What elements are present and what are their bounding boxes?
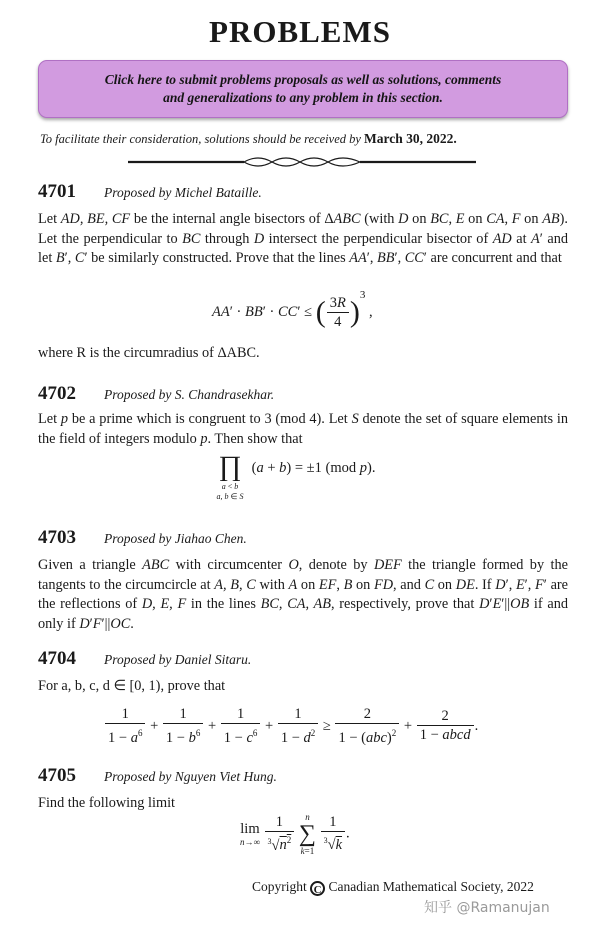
page-title: PROBLEMS	[209, 14, 391, 49]
deadline-note	[40, 131, 457, 147]
submission-banner-link[interactable]	[38, 60, 568, 118]
problem-statement-4703: Given a triangle ABC with circumcenter O, denote by DEF the triangle formed by the tangents to the circumcircle at A, B, C with A on EF, B on FD, and C on DE. If D′, E′, F′ are the reflections of D, E, F in the lines BC, CA, AB, respectively, prove that D′E′||OB if and only if D′F′||OC.	[38, 557, 569, 632]
copyright-line	[252, 879, 534, 896]
closing-4701: where R is the circumradius of ΔABC.	[38, 345, 260, 361]
problem-statement-4702: Let p be a prime which is congruent to 3 (mod 4). Let S denote the set of square elements in the field of integers modulo p. Then show that	[38, 411, 568, 447]
society-name: Canadian Mathematical Society, 2022	[328, 879, 534, 894]
equation-4702: ∏ a < b a, b ∈ S (a + b) = ±1 (mod p).	[216, 451, 376, 501]
copyright-label: Copyright	[252, 879, 307, 894]
watermark: 知乎 @Ramanujan	[424, 900, 550, 916]
deadline-text: To facilitate their consideration, solutions should be received by	[40, 132, 361, 146]
intro-4705: Find the following limit	[38, 795, 176, 811]
problem-number-4702: 4702	[38, 383, 76, 404]
equation-4705: lim n→∞ $\frac{1}{^3√n^2}$ n ∑ k=1 $\frac{1}{^3√k}$ .	[240, 812, 350, 856]
proposer-4705: Proposed by Nguyen Viet Hung.	[104, 769, 277, 784]
problem-number-4704: 4704	[38, 648, 76, 669]
problem-statement-4701: Let AD, BE, CF be the internal angle bisectors of ΔABC (with D on BC, E on CA, F on AB). Let the perpendicular to BC through D intersect the perpendicular bisector of AD at A′ and let B′, C′ be similarly constructed. Prove that the lines AA′, BB′, CC′ are concurrent and that	[38, 211, 569, 266]
ornamental-divider	[128, 154, 476, 170]
problem-number-4705: 4705	[38, 765, 76, 786]
proposer-4701: Proposed by Michel Bataille.	[104, 185, 262, 200]
problem-number-4703: 4703	[38, 527, 76, 548]
proposer-4703: Proposed by Jiahao Chen.	[104, 531, 247, 546]
intro-4704: For a, b, c, d ∈ [0, 1), prove that	[38, 678, 226, 694]
banner-line-1: Click here to submit problems proposals as well as solutions, comments	[104, 72, 502, 87]
problem-number-4701: 4701	[38, 181, 76, 202]
banner-line-2: and generalizations to any problem in this section.	[163, 90, 443, 105]
copyright-icon: C	[310, 881, 325, 896]
equation-4701: AA′ · BB′ · CC′ ≤ ( $\frac{3R}{4}$ )$^3$ ,	[212, 289, 373, 330]
equation-4704: $\frac{1}{1 - a^6}$ + $\frac{1}{1 - b^6}$ + $\frac{1}{1 - c^6}$ + $\frac{1}{1 - d^2}$ ≥ $\frac{2}{1 - (abc)^2}$ + $\frac{2}{\text{1 − abcd}}$ .	[104, 706, 478, 747]
proposer-4702: Proposed by S. Chandrasekhar.	[104, 387, 275, 402]
deadline-date: March 30, 2022.	[364, 131, 457, 146]
proposer-4704: Proposed by Daniel Sitaru.	[104, 652, 252, 667]
